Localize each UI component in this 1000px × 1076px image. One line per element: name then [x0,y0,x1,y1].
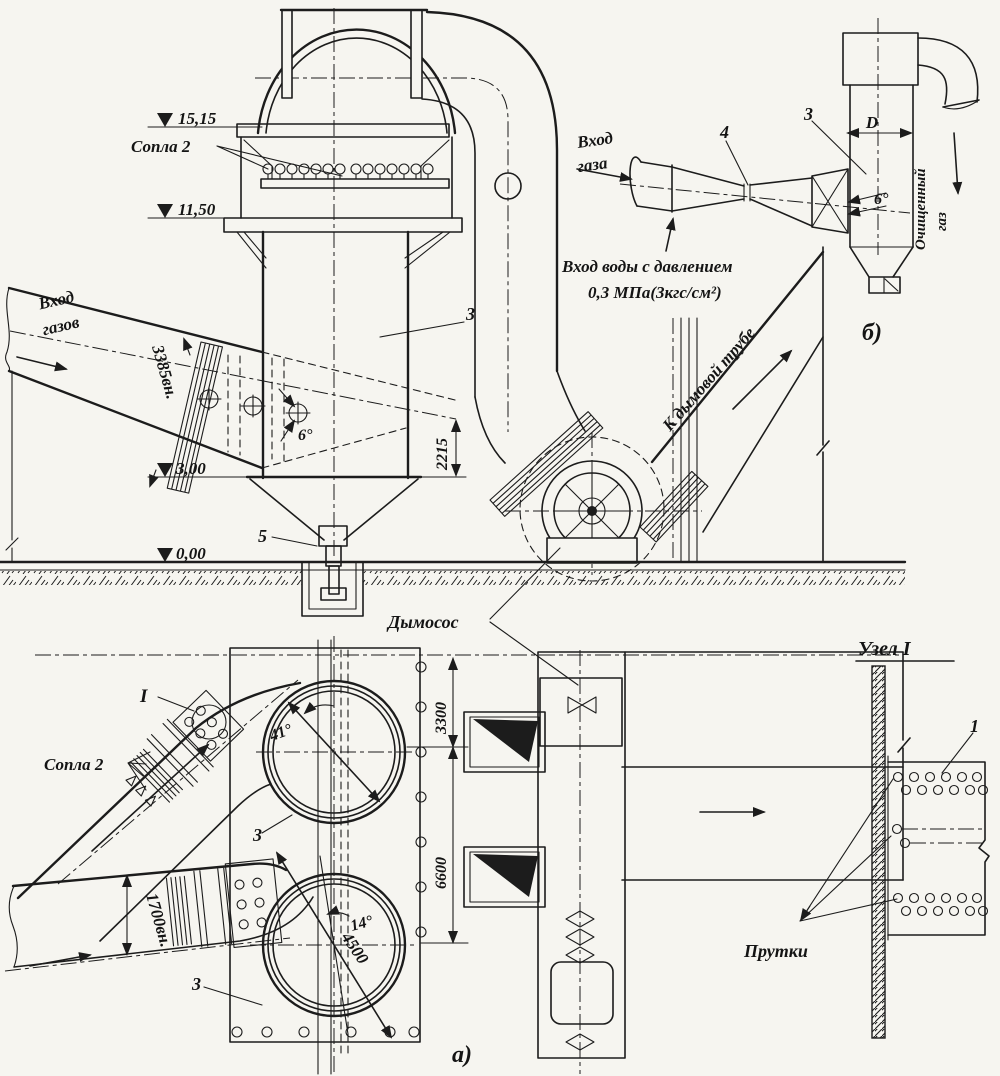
fan-label: Дымосос [388,612,459,632]
clean-gas-line1: Очищенный [913,168,929,250]
venturi-ref: 4 [720,122,729,142]
level-mark-inlet: 3,00 [176,459,206,478]
gas-inlet-line1: Вход [36,286,76,314]
node-ref-plan: I [140,686,148,707]
node-detail-view [743,638,989,1038]
diameter-label: D [865,113,879,132]
venturi-tube [630,157,886,233]
gas-inlet-label-b [573,128,618,176]
spray-nozzles-row [217,146,433,179]
gas-inlet-label [35,287,83,339]
gas-inlet-line2: газов [40,312,82,340]
level-mark-ground: 0,00 [176,544,206,563]
drain-ref: 5 [258,526,267,546]
elevation-view [0,8,905,685]
level-mark-top: 15,15 [178,109,217,128]
caption-a: а) [452,1042,472,1068]
plan-dimension-line [204,658,468,1005]
gas-inlet-b-line2: газа [576,153,609,177]
inlet-duct-dimension: 3385вн. [148,342,182,402]
water-inlet-line1: Вход воды с давлением [562,257,733,276]
duct-width-dimension: 1700вн. [142,890,176,950]
venturi-centerlines [620,18,910,255]
angle-lower: 14° [348,912,375,935]
fan-outlet-flex-joint [640,471,708,542]
detail-title: Узел I [858,638,911,660]
fan-plan [464,650,910,1074]
diffuser-angle: 6° [874,191,889,208]
scrubber-ref-elevation: 3 [466,304,475,324]
outlet-height-dimension: 2215 [434,438,451,470]
dim-6600: 6600 [433,857,450,889]
to-stack-label: К дымовой трубе [658,323,759,435]
scrubber-ref-plan-lower: 3 [192,974,201,994]
dim-3300: 3300 [433,702,450,734]
inlet-angle: 6° [298,427,313,444]
ground-line [0,562,905,616]
venturi-dimensions [577,121,958,251]
plan-view [5,636,910,1074]
venturi-detail-view [561,18,979,346]
diameter-dimension: 4500 [337,928,373,968]
level-mark-upper: 11,50 [178,200,216,219]
duct-bolt-marks [197,388,310,424]
cyclone-body [843,33,979,293]
fan-inlet-flex-joint [490,412,603,517]
gas-inlet-b-line1: Вход [575,128,615,152]
caption-b: б) [862,320,882,346]
rods-ref: 1 [970,716,979,736]
angle-upper: 41° [267,721,295,745]
scrubber-ref-plan-upper: 3 [253,825,262,845]
nozzles-label-plan: Сопла 2 [44,755,104,774]
scrubber-ref-b: 3 [804,104,813,124]
clean-gas-line2: газ [934,212,950,231]
water-inlet-line2: 0,3 МПа(3кгс/см²) [588,283,722,302]
scrubber-tower [224,10,462,478]
rod-circles [893,773,988,916]
rods-label: Прутки [744,941,808,961]
nozzles-label: Сопла 2 [131,137,191,156]
